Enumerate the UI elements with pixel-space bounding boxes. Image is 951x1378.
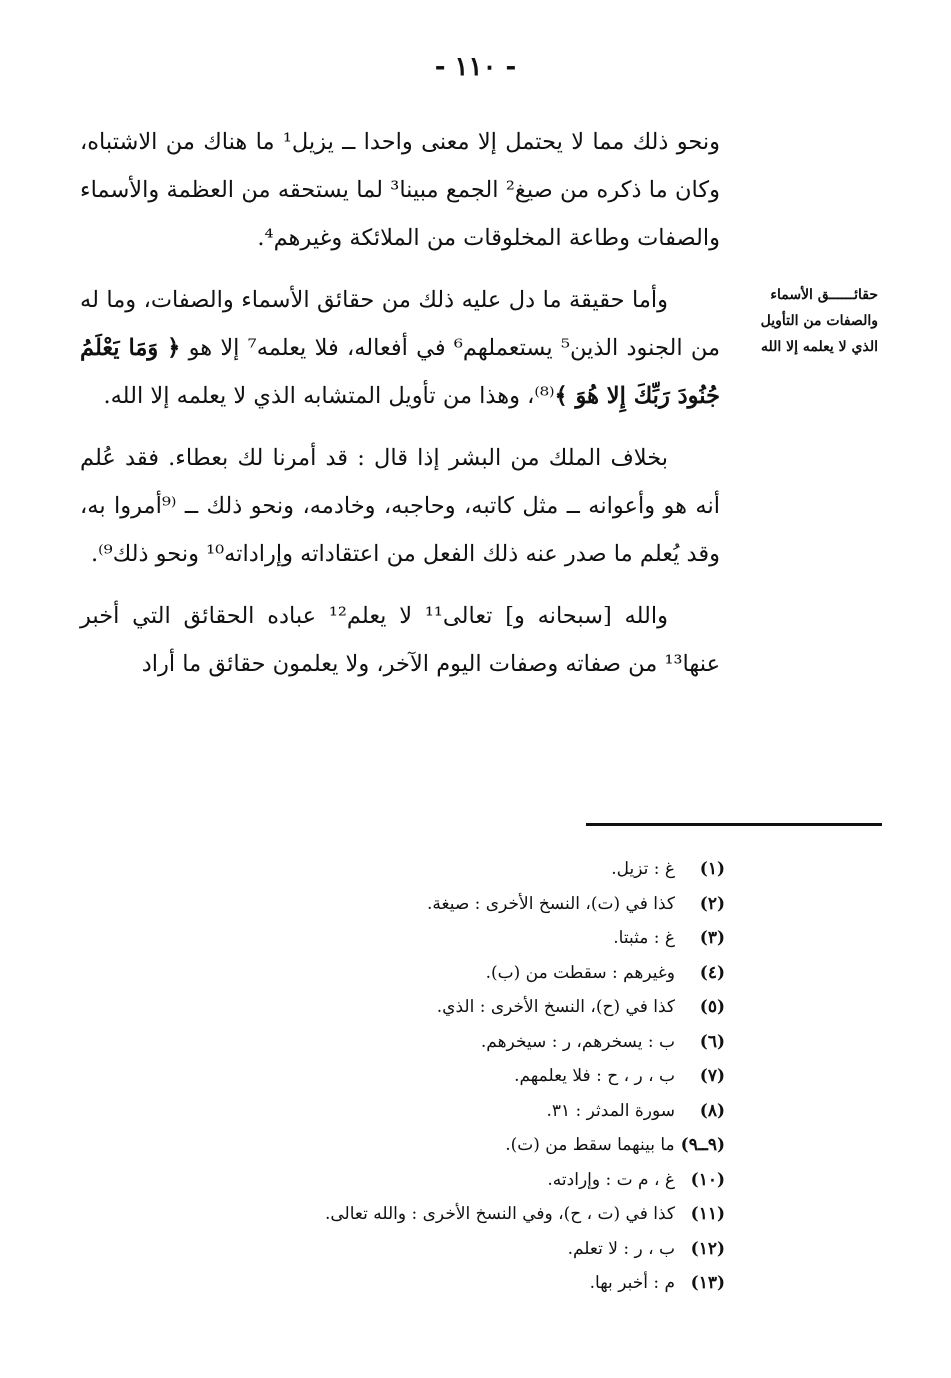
quran-verse: ﴿ وَمَا يَعْلَمُ جُنُودَ رَبِّكَ إِلا هُوَ ﴾ [80, 335, 720, 409]
page-number: - ١١٠ - [434, 52, 517, 82]
paragraph-1: ونحو ذلك مما لا يحتمل إلا معنى واحدا ــ يزيل¹ ما هناك من الاشتباه، وكان ما ذكره من صيغ² الجمع مبينا³ لما يستحقه من العظمة والأسماء والصفات وطاعة المخلوقات من الملائكة وغيرهم⁴. [80, 129, 721, 251]
footnote [200, 921, 725, 956]
footnote [200, 1059, 725, 1094]
footnote-text: سورة المدثر : ٣١. [546, 1100, 675, 1121]
footnote [200, 1266, 725, 1301]
footnote [200, 1025, 725, 1060]
footnote-text: م : أخبر بها. [589, 1273, 675, 1293]
footnote-number: (٥) [699, 997, 725, 1017]
footnote-text: ما بينهما سقط من (ت). [505, 1135, 675, 1155]
footnote-number: (١٠) [690, 1169, 725, 1190]
footnote [200, 1094, 725, 1129]
footnote-text: كذا في (ح)، النسخ الأخرى : الذي. [436, 997, 675, 1017]
footnote [200, 990, 725, 1025]
footnote-number: (٣) [699, 928, 725, 948]
paragraph-2-continuation: ، وهذا من تأويل المتشابه الذي لا يعلمه إلا الله. [103, 383, 535, 409]
margin-note: حقائــــــق الأسماء والصفات من التأويل الذي لا يعلمه إلا الله [760, 287, 878, 355]
footnote-text: وغيرهم : سقطت من (ب). [485, 962, 675, 983]
footnote-number: (٧) [699, 1066, 725, 1086]
footnote [200, 1163, 725, 1198]
footnote [200, 1128, 725, 1163]
footnotes [200, 852, 725, 1301]
footnote-text: غ : مثبتا. [613, 928, 675, 948]
footnote-number: (١٢) [690, 1238, 725, 1259]
footnote-text: كذا في (ت)، النسخ الأخرى : صيغة. [426, 893, 675, 914]
footnote-text: ب : يسخرهم، ر : سيخرهم. [480, 1031, 675, 1052]
footnote-number: (٤) [699, 962, 725, 983]
footnote [200, 852, 725, 887]
paragraph-2-text: وأما حقيقة ما دل عليه ذلك من حقائق الأسماء والصفات، وما له من الجنود الذين⁵ يستعملهم⁶ في أفعاله، فلا يعلمه⁷ إلا هو [80, 287, 720, 361]
footnote-text: ب ، ر ، ح : فلا يعلمهم. [514, 1066, 675, 1086]
main-text [80, 118, 720, 702]
footnote-number: (١١) [690, 1204, 725, 1224]
footnote-number: (٨) [699, 1100, 725, 1121]
footnote [200, 1232, 725, 1267]
paragraph-3: بخلاف الملك من البشر إذا قال : قد أمرنا لك بعطاء. فقد عُلم أنه هو وأعوانه ــ مثل كاتبه، وحاجبه، وخادمه، ونحو ذلك ــ ⁽⁹أمروا به، وقد يُعلم ما صدر عنه ذلك الفعل من اعتقاداته وإراداته¹⁰ ونحو ذلك⁹⁾. [80, 445, 720, 567]
paragraph-2 [80, 276, 720, 420]
footnote-text: كذا في (ت ، ح)، وفي النسخ الأخرى : والله تعالى. [324, 1204, 675, 1224]
footnote-number: (١٣) [690, 1273, 725, 1293]
footnote-text: ب ، ر : لا تعلم. [567, 1238, 675, 1259]
footnote [200, 887, 725, 922]
footnote-separator [586, 823, 882, 826]
footnote-number: (٩ــ٩) [680, 1135, 725, 1155]
footnote-text: غ : تزيل. [611, 859, 675, 879]
paragraph-4: والله [سبحانه و] تعالى¹¹ لا يعلم¹² عباده الحقائق التي أخبر عنها¹³ من صفاته وصفات اليوم الآخر، ولا يعلمون حقائق ما أراد [80, 603, 720, 677]
footnote-number: (١) [699, 859, 725, 879]
footnote-text: غ ، م ت : وإرادته. [547, 1169, 675, 1190]
footnote-number: (٦) [699, 1031, 725, 1052]
footnote-number: (٢) [699, 893, 725, 914]
footnote [200, 956, 725, 991]
footnote [200, 1197, 725, 1232]
quran-reference: ⁽⁸⁾ [534, 383, 555, 409]
